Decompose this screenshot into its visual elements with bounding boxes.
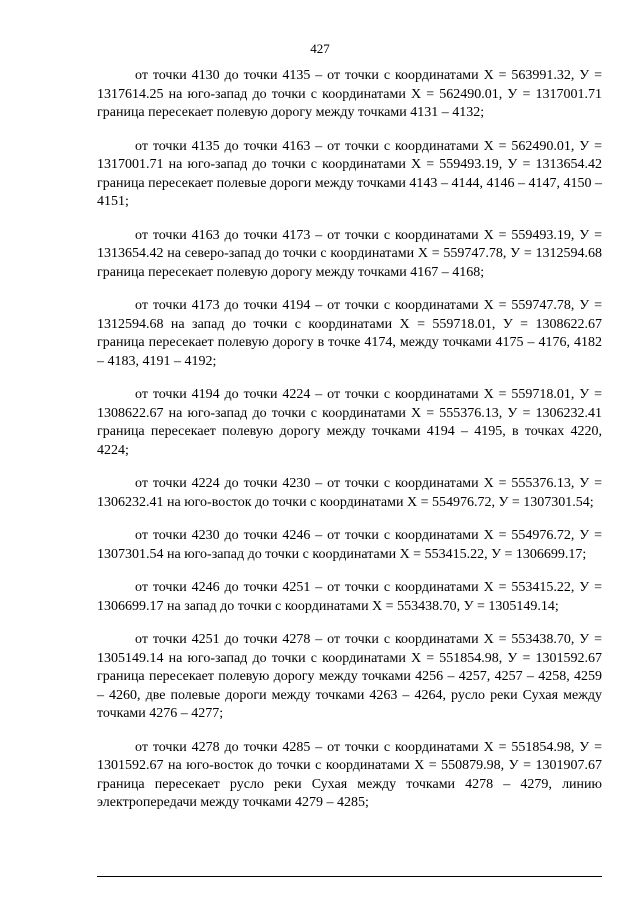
paragraph-4246-4251: от точки 4246 до точки 4251 – от точки с координатами Х = 553415.22, У = 1306699.17 на запад до точки с координатами Х = 553438.70, У = 1305149.14; <box>97 580 602 614</box>
page-number: 427 <box>310 41 330 56</box>
paragraph-4163-4173: от точки 4163 до точки 4173 – от точки с координатами Х = 559493.19, У = 1313654.42 на северо-запад до точки с координатами Х = 559747.78, У = 1312594.68 граница пересекает полевую дорогу между точками 4167 – 4168; <box>97 227 602 280</box>
paragraph-4251-4278: от точки 4251 до точки 4278 – от точки с координатами Х = 553438.70, У = 1305149.14 на юго-запад до точки с координатами Х = 551854.98, У = 1301592.67 граница пересекает полевую дорогу между точками 4256 – 4257, 4257 – 4258, 4259 – 4260, две полевые дороги между точками 4263 – 4264, русло реки Сухая между точками 4276 – 4277; <box>97 632 602 721</box>
paragraph-4278-4285: от точки 4278 до точки 4285 – от точки с координатами Х = 551854.98, У = 1301592.67 на юго-восток до точки с координатами Х = 550879.98, У = 1301907.67 граница пересекает русло реки Сухая между точками 4278 – 4279, линию электропередачи между точками 4279 – 4285; <box>97 739 602 810</box>
paragraph-4135-4163: от точки 4135 до точки 4163 – от точки с координатами Х = 562490.01, У = 1317001.71 на юго-запад до точки с координатами Х = 559493.19, У = 1313654.42 граница пересекает полевые дороги между точками 4143 – 4144, 4146 – 4147, 4150 – 4151; <box>97 138 602 209</box>
paragraph-4194-4224: от точки 4194 до точки 4224 – от точки с координатами Х = 559718.01, У = 1308622.67 на юго-запад до точки с координатами Х = 555376.13, У = 1306232.41 граница пересекает полевую дорогу между точками 4194 – 4195, в точках 4220, 4224; <box>97 387 602 458</box>
paragraph-4173-4194: от точки 4173 до точки 4194 – от точки с координатами Х = 559747.78, У = 1312594.68 на запад до точки с координатами Х = 559718.01, У = 1308622.67 граница пересекает полевую дорогу в точке 4174, между точками 4175 – 4176, 4182 – 4183, 4191 – 4192; <box>97 298 602 369</box>
paragraph-4130-4135: от точки 4130 до точки 4135 – от точки с координатами Х = 563991.32, У = 1317614.25 на юго-запад до точки с координатами Х = 562490.01, У = 1317001.71 граница пересекает полевую дорогу между точками 4131 – 4132; <box>97 68 602 120</box>
paragraph-4230-4246: от точки 4230 до точки 4246 – от точки с координатами Х = 554976.72, У = 1307301.54 на юго-запад до точки с координатами Х = 553415.22, У = 1306699.17; <box>97 528 602 562</box>
paragraph-4224-4230: от точки 4224 до точки 4230 – от точки с координатами Х = 555376.13, У = 1306232.41 на юго-восток до точки с координатами Х = 554976.72, У = 1307301.54; <box>97 476 602 510</box>
footer-divider <box>97 876 602 877</box>
document-body <box>97 67 602 828</box>
